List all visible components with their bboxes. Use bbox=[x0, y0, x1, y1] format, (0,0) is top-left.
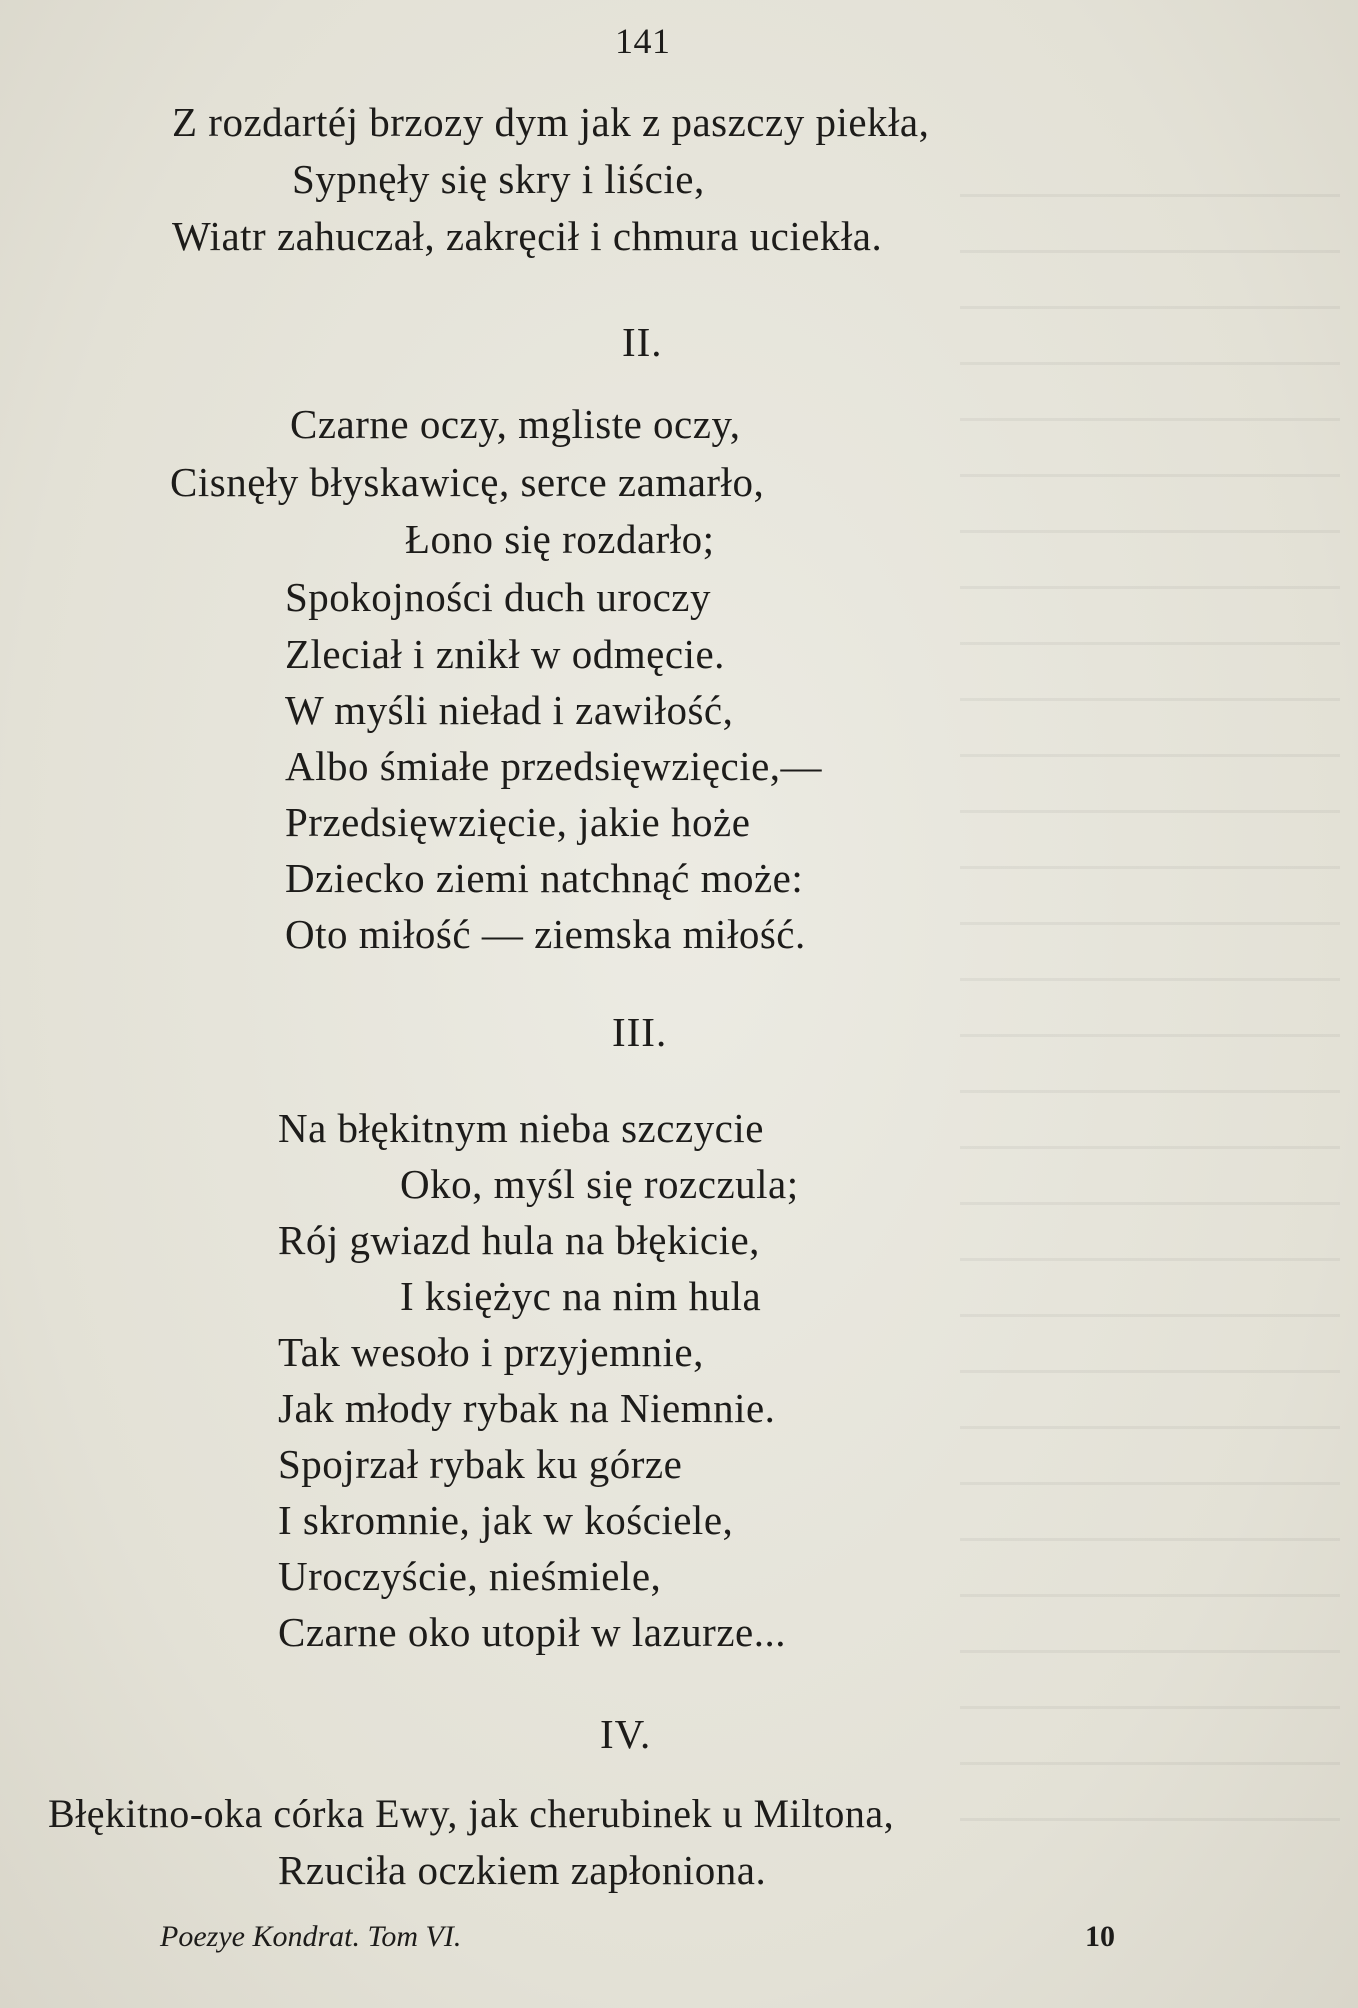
verse-line: Oto miłość — ziemska miłość. bbox=[285, 911, 806, 957]
verse-line: Zleciał i znikł w odmęcie. bbox=[285, 631, 725, 677]
verse-line: Czarne oczy, mgliste oczy, bbox=[290, 401, 741, 447]
verse-line: Łono się rozdarło; bbox=[405, 516, 715, 562]
verse-line: I księżyc na nim hula bbox=[400, 1273, 762, 1319]
footer-title: Poezye Kondrat. Tom VI. bbox=[160, 1920, 462, 1953]
verse-line: Przedsięwzięcie, jakie hoże bbox=[285, 799, 751, 845]
verse-line: I skromnie, jak w kościele, bbox=[278, 1497, 734, 1543]
verse-line: Spojrzał rybak ku górze bbox=[278, 1441, 683, 1487]
verse-line: Tak wesoło i przyjemnie, bbox=[278, 1329, 704, 1375]
verse-line: Z rozdartéj brzozy dym jak z paszczy piekła, bbox=[172, 99, 930, 145]
verse-line: Spokojności duch uroczy bbox=[285, 574, 711, 620]
signature-mark: 10 bbox=[1085, 1920, 1115, 1953]
verse-line: Oko, myśl się rozczula; bbox=[400, 1161, 799, 1207]
verse-line: Sypnęły się skry i liście, bbox=[292, 156, 705, 202]
verse-line: Rzuciła oczkiem zapłoniona. bbox=[278, 1847, 767, 1893]
verse-line: Wiatr zahuczał, zakręcił i chmura uciekła. bbox=[172, 213, 883, 259]
verse-line: Uroczyście, nieśmiele, bbox=[278, 1553, 662, 1599]
verse-line: Rój gwiazd hula na błękicie, bbox=[278, 1217, 760, 1263]
verse-line: Albo śmiałe przedsięwzięcie,— bbox=[285, 743, 823, 789]
section-heading-2: II. bbox=[622, 319, 663, 365]
verse-line: Jak młody rybak na Niemnie. bbox=[278, 1385, 776, 1431]
verse-line: Czarne oko utopił w lazurze... bbox=[278, 1609, 786, 1655]
section-heading-4: IV. bbox=[600, 1711, 652, 1757]
verse-line: Błękitno-oka córka Ewy, jak cherubinek u Miltona, bbox=[48, 1791, 895, 1836]
verse-line: Na błękitnym nieba szczycie bbox=[278, 1105, 764, 1151]
verse-line: Cisnęły błyskawicę, serce zamarło, bbox=[170, 459, 765, 505]
verse-line: W myśli nieład i zawiłość, bbox=[285, 687, 734, 733]
show-through-text bbox=[960, 150, 1340, 1850]
verse-line: Dziecko ziemi natchnąć może: bbox=[285, 855, 804, 901]
section-heading-3: III. bbox=[612, 1009, 668, 1055]
page-number: 141 bbox=[615, 21, 671, 61]
